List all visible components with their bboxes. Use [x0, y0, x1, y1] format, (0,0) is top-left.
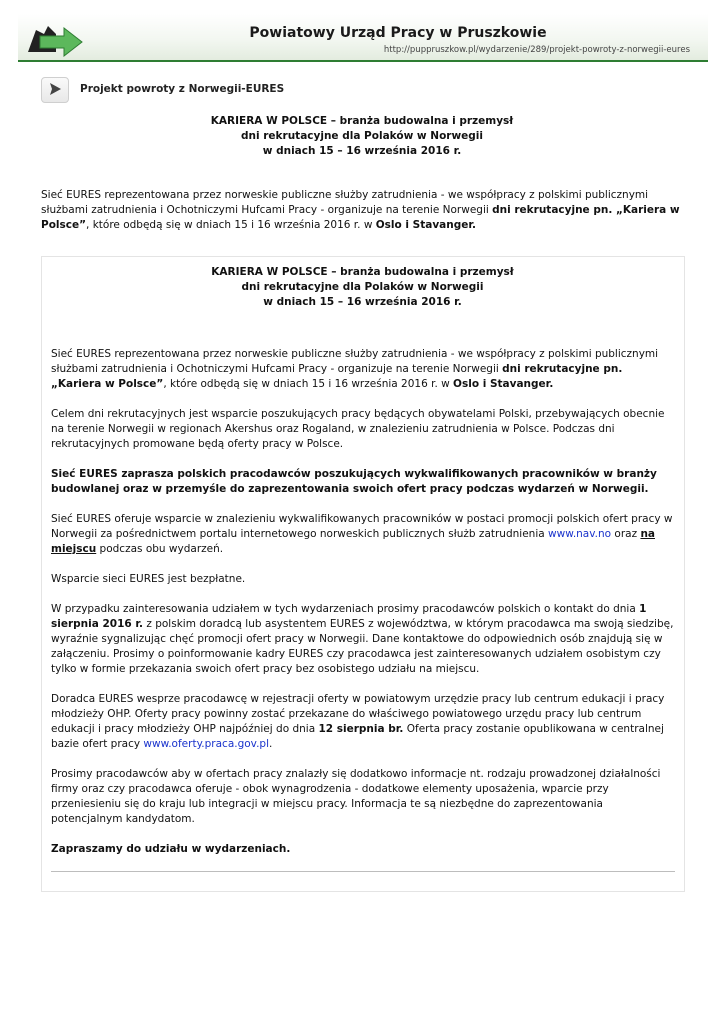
- site-header: [18, 14, 708, 64]
- paragraph-text: , które odbędą się w dniach 15 i 16 września 2016 r. w: [163, 378, 454, 390]
- article-paragraph: Wsparcie sieci EURES jest bezpłatne.: [51, 573, 246, 585]
- page-url: http://puppruszkow.pl/wydarzenie/289/projekt-powroty-z-norwegii-eures: [383, 45, 690, 55]
- event-subtitle-line: dni rekrutacyjne dla Polaków w Norwegii: [241, 281, 484, 293]
- intro-paragraph: [41, 188, 681, 233]
- on-site-emphasis: na miejscu: [51, 528, 655, 555]
- event-title-block: [51, 265, 674, 310]
- page-title: Projekt powroty z Norwegii-EURES: [80, 83, 285, 95]
- paragraph-text: .: [269, 738, 273, 750]
- event-name: dni rekrutacyjne pn. „Kariera w Polsce”: [51, 363, 623, 390]
- paragraph-text: podczas obu wydarzeń.: [96, 543, 224, 555]
- article-paragraph: [51, 602, 674, 677]
- article-paragraph: Prosimy pracodawców aby w ofertach pracy znalazły się dodatkowo informacje nt. rodzaju prowadzonej działalności firmy oraz czy pracodawca oferuje - obok wynagrodzenia - dodatkowe elementy uposażenia, wparcie przy przeniesieniu się do kraju lub integracji w miejscu pracy. Informacja te są niezbędne do zaprezentowania potencjalnym kandydatom.: [51, 768, 661, 825]
- paragraph-text: W przypadku zainteresowania udziałem w tych wydarzeniach prosimy pracodawców polskich o kontakt do dnia: [51, 603, 640, 615]
- oferty-praca-link[interactable]: www.oferty.praca.gov.pl: [143, 738, 269, 750]
- article-paragraph: [51, 512, 674, 557]
- paragraph-text: oraz: [611, 528, 641, 540]
- article-content: [51, 265, 674, 857]
- site-title[interactable]: Powiatowy Urząd Pracy w Pruszkowie: [249, 25, 547, 41]
- intro-location: Oslo i Stavanger.: [375, 219, 477, 231]
- deadline-date: 1 sierpnia 2016 r.: [51, 603, 647, 630]
- header-divider: [18, 60, 708, 62]
- paragraph-text: Sieć EURES reprezentowana przez norweskie publiczne służby zatrudnienia - we współpracy z polskimi publicznymi służbami zatrudnienia i Ochotniczymi Hufcami Pracy - organizuje na terenie Norwegii: [51, 348, 659, 375]
- article-box: [41, 256, 685, 892]
- event-subtitle-line: dni rekrutacyjne dla Polaków w Norwegii: [241, 130, 483, 142]
- intro-text: Sieć EURES reprezentowana przez norweskie publiczne służby zatrudnienia - we współpracy z polskimi publicznymi służbami zatrudnienia i Ochotniczymi Hufcami Pracy - organizuje na terenie Norwegii: [41, 189, 649, 216]
- page-arrow-button[interactable]: [41, 77, 69, 103]
- event-title-line: KARIERA W POLSCE – branża budowalna i przemysł: [210, 115, 514, 127]
- paragraph-text: Oferta pracy zostanie opublikowana w centralnej bazie ofert pracy: [51, 723, 664, 750]
- event-title-block: [41, 114, 683, 159]
- intro-text: , które odbędą się w dniach 15 i 16 września 2016 r. w: [86, 219, 376, 231]
- article-paragraph: Celem dni rekrutacyjnych jest wsparcie poszukujących pracy będących obywatelami Polski, przebywających obecnie na terenie Norwegii w regionach Akershus oraz Rogaland, w znalezieniu zatrudnienia w Polsce. Podczas dni rekrutacyjnych promowane będą oferty pracy w Polsce.: [51, 408, 665, 450]
- event-date-line: w dniach 15 – 16 września 2016 r.: [262, 145, 462, 157]
- paragraph-text: Doradca EURES wesprze pracodawcę w rejestracji oferty w powiatowym urzędzie pracy lub centrum edukacji i pracy młodzieży OHP. Oferty pracy powinny zostać przekazane do właściwego powiatowego urzędu pracy lub centrum edukacji i pracy młodzieży OHP najpóźniej do dnia: [51, 693, 665, 735]
- article-paragraph: [51, 347, 674, 392]
- content-divider: [51, 871, 675, 872]
- deadline-date: 12 sierpnia br.: [318, 723, 404, 735]
- event-date-line: w dniach 15 – 16 września 2016 r.: [263, 296, 462, 308]
- article-paragraph-highlight: Sieć EURES zaprasza polskich pracodawców poszukujących wykwalifikowanych pracowników w branży budowlanej oraz w przemyśle do zaprezentowania swoich ofert pracy podczas wydarzeń w Norwegii.: [51, 468, 657, 495]
- nav-no-link[interactable]: www.nav.no: [548, 528, 612, 540]
- intro-event-name: dni rekrutacyjne pn. „Kariera w Polsce”: [41, 204, 680, 231]
- event-title-line: KARIERA W POLSCE – branża budowalna i przemysł: [211, 266, 514, 278]
- closing-invitation: Zapraszamy do udziału w wydarzeniach.: [51, 843, 291, 855]
- paragraph-text: z polskim doradcą lub asystentem EURES z województwa, w którym pracodawca ma swoją siedzibę, wyraźnie sygnalizując chęć promocji ofert pracy w Norwegii. Dane kontaktowe do odpowiednich osób znajdują się w załączeniu. Prosimy o poinformowanie kadry EURES czy pracodawca jest zainteresowanych udziałem osobistym czy tylko w formie przekazania swoich ofert pracy bez osobistego udziału na miejscu.: [51, 618, 674, 675]
- arrow-logo-icon[interactable]: [26, 22, 84, 58]
- paragraph-text: Sieć EURES oferuje wsparcie w znalezieniu wykwalifikowanych pracowników w postaci promocji polskich ofert pracy w Norwegii za pośrednictwem portalu internetowego norweskich publicznych służb zatrudnienia: [51, 513, 673, 540]
- event-location: Oslo i Stavanger.: [453, 378, 554, 390]
- article-paragraph: [51, 692, 674, 752]
- play-arrow-icon: [49, 83, 61, 95]
